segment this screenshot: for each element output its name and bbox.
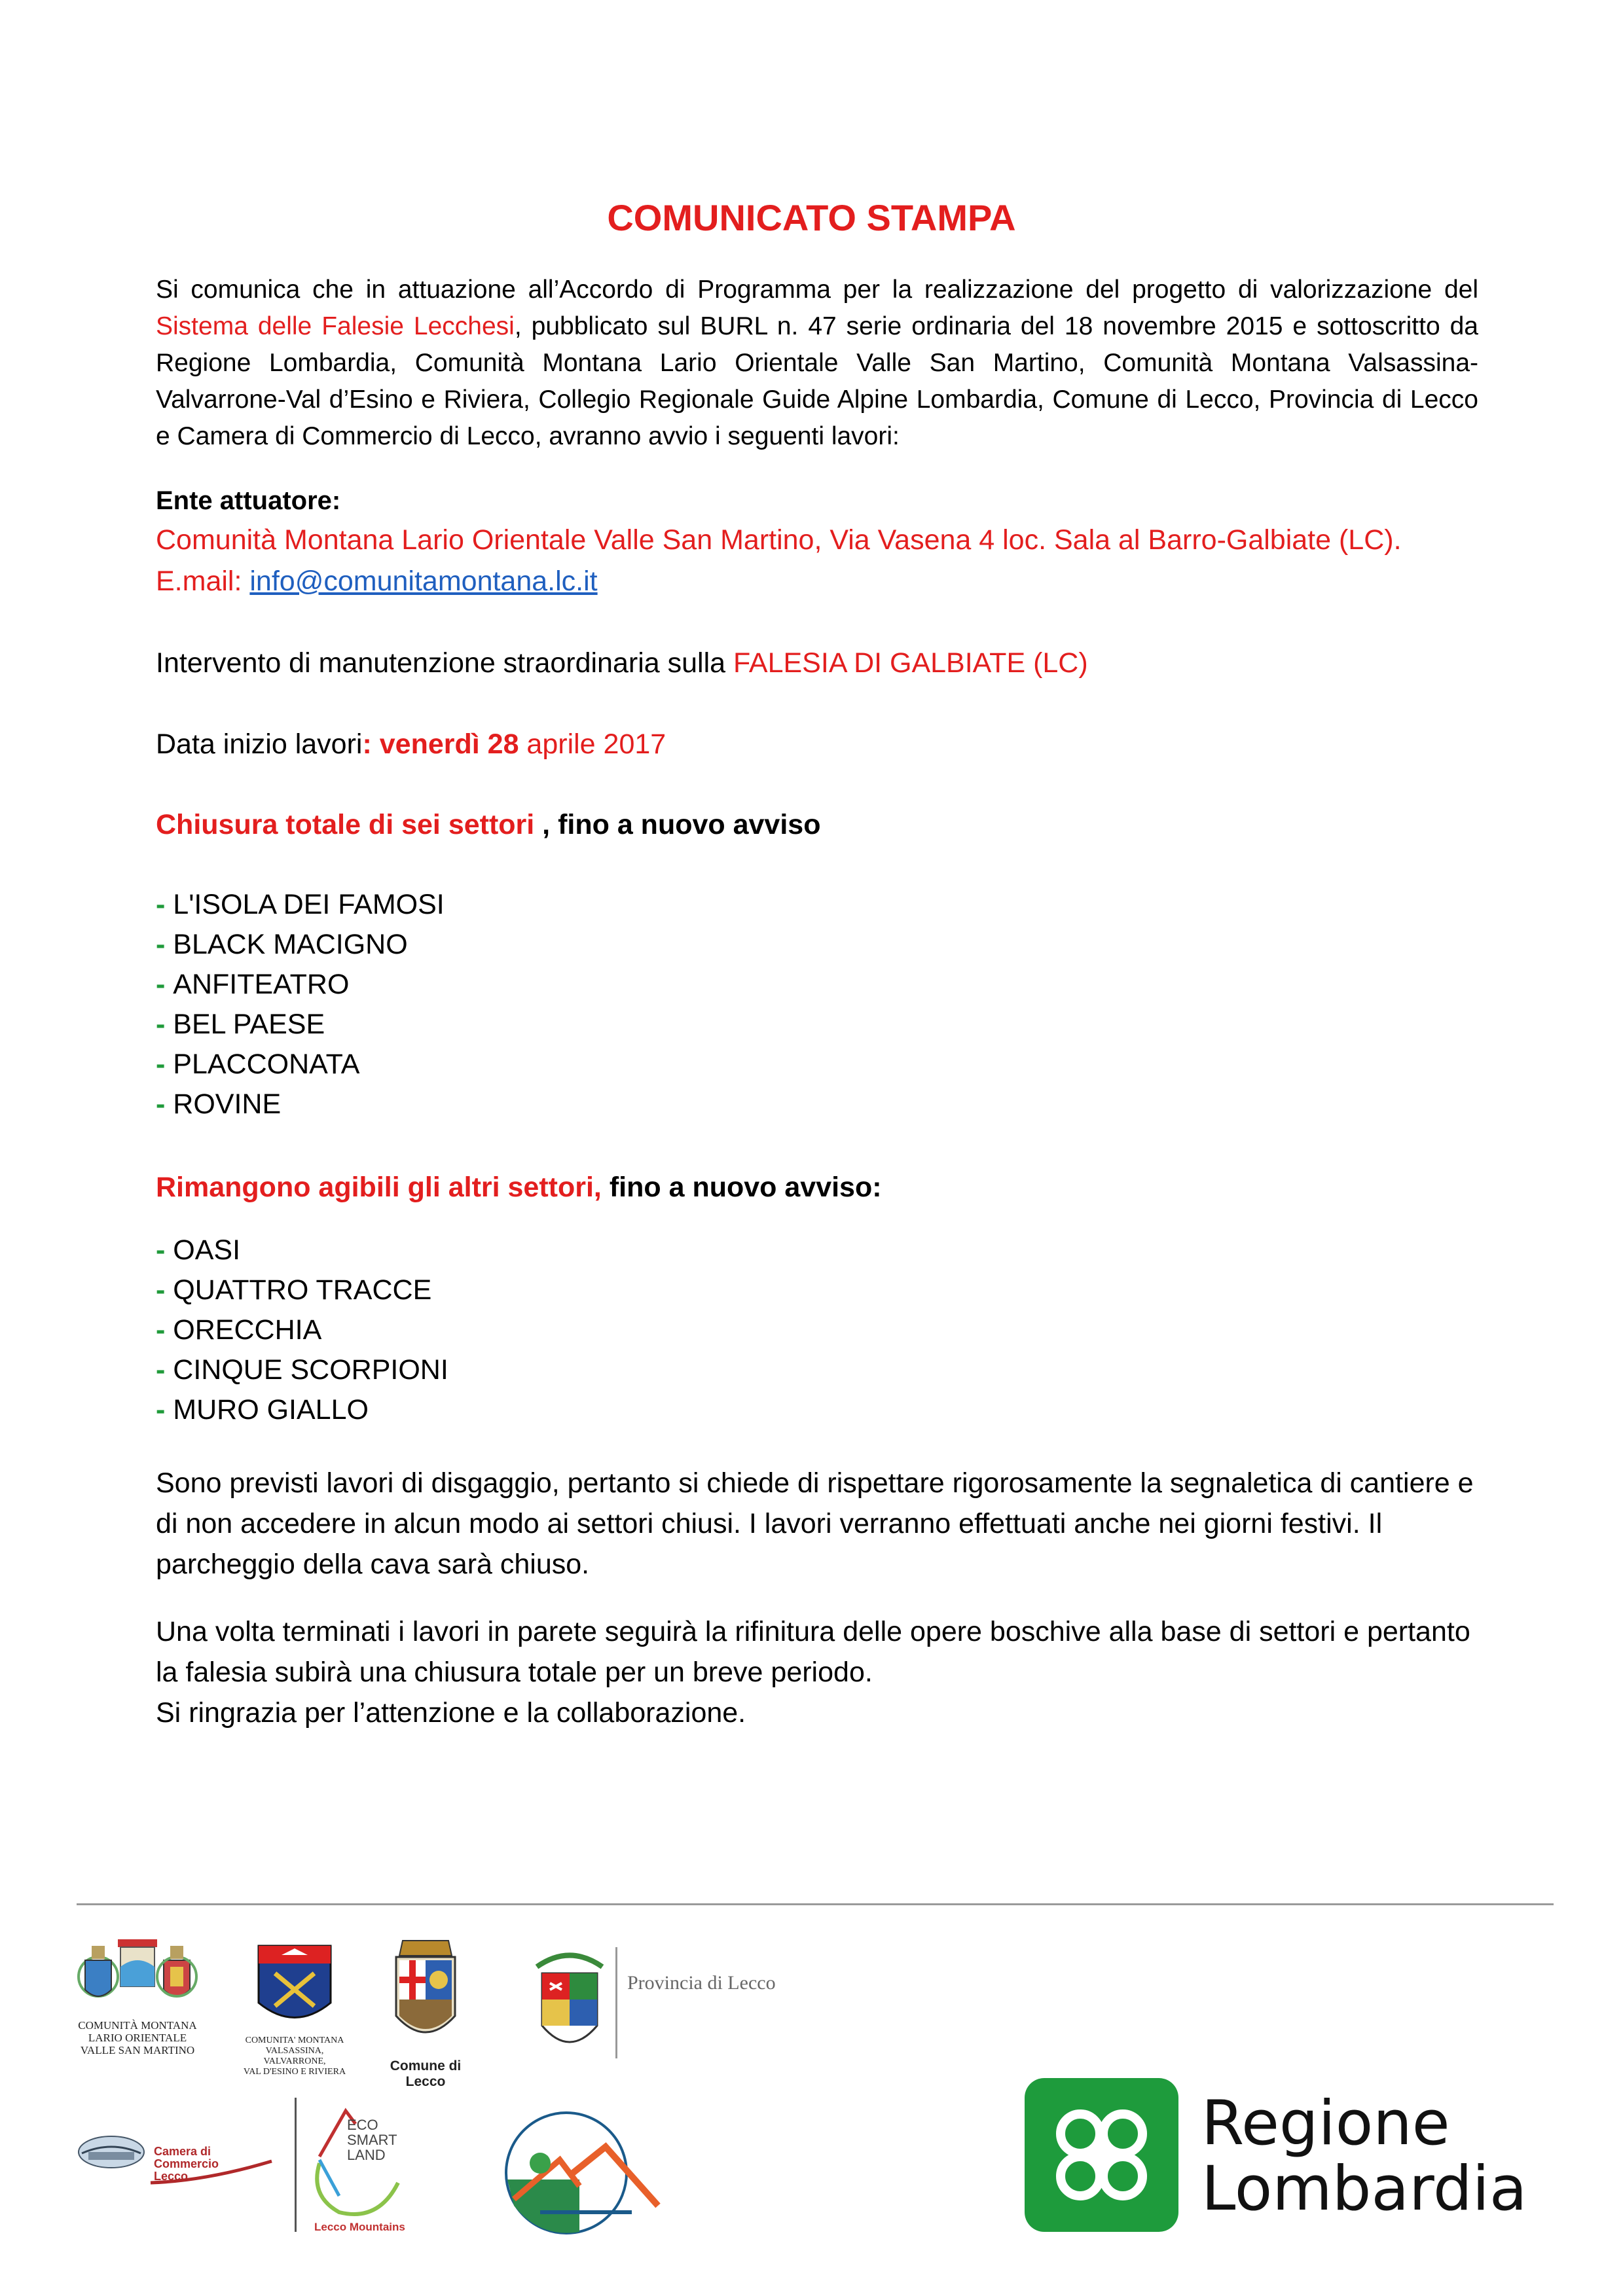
chiusura-list bbox=[156, 885, 445, 1124]
chiusura-heading-black: , fino a nuovo avviso bbox=[534, 809, 821, 840]
regione-lombardia-rose-icon bbox=[1025, 2078, 1182, 2235]
chiusura-heading-red: Chiusura totale di sei settori bbox=[156, 809, 535, 840]
list-item: - ROVINE bbox=[156, 1088, 282, 1120]
provincia-lecco-caption: Provincia di Lecco bbox=[627, 1972, 776, 1994]
data-inizio-day: venerdì 28 bbox=[379, 728, 519, 760]
logo-camera-commercio bbox=[75, 2127, 278, 2199]
cm-lario-caption: COMUNITÀ MONTANA LARIO ORIENTALE VALLE SAN MARTINO bbox=[78, 2019, 197, 2056]
list-item: - CINQUE SCORPIONI bbox=[156, 1354, 448, 1386]
page-title: COMUNICATO STAMPA bbox=[607, 197, 1016, 238]
bullet: - bbox=[156, 1394, 173, 1426]
regione-lombardia-wordmark: Regione Lombardia bbox=[1201, 2088, 1527, 2225]
logo-collegio-guide bbox=[501, 2108, 665, 2238]
bullet: - bbox=[156, 1274, 173, 1306]
intro-paragraph bbox=[156, 272, 1478, 455]
ente-address: Comunità Montana Lario Orientale Valle San Martino, Via Vasena 4 loc. Sala al Barro-Galbiate (LC). bbox=[156, 524, 1402, 556]
camera-commercio-caption: Camera di Commercio Lecco bbox=[154, 2145, 219, 2183]
data-inizio-line bbox=[156, 725, 666, 764]
eco-smart-land-caption: ECO SMART LAND bbox=[347, 2117, 397, 2163]
list-item: - ORECCHIA bbox=[156, 1314, 322, 1346]
footer-divider bbox=[77, 1903, 1554, 1905]
list-item: - MURO GIALLO bbox=[156, 1394, 369, 1426]
email-link[interactable]: info@comunitamontana.lc.it bbox=[249, 565, 598, 597]
list-item: - L'ISOLA DEI FAMOSI bbox=[156, 889, 445, 920]
bullet: - bbox=[156, 969, 173, 1000]
comune-lecco-crest-icon bbox=[376, 1937, 475, 2055]
logo-cm-lario bbox=[72, 1928, 203, 2075]
list-item: - BEL PAESE bbox=[156, 1009, 325, 1040]
logo-provincia-lecco bbox=[530, 1947, 805, 2065]
ente-label: Ente attuatore: bbox=[156, 486, 341, 515]
paragraph-disgaggio: Sono previsti lavori di disgaggio, pertanto si chiede di rispettare rigorosamente la segnaletica di cantiere e di non accedere in alcun modo ai settori chiusi. I lavori verranno effettuati anche nei giorni festivi. Il parcheggio della cava sarà chiuso. bbox=[156, 1467, 1474, 1580]
cm-valsassina-caption: COMUNITA' MONTANA VALSASSINA, VALVARRONE, VAL D'ESINO E RIVIERA bbox=[243, 2036, 346, 2077]
list-item: - QUATTRO TRACCE bbox=[156, 1274, 432, 1306]
logo-comune-lecco bbox=[376, 1937, 475, 2089]
logo-regione-lombardia bbox=[1025, 2078, 1561, 2235]
data-inizio-month: aprile 2017 bbox=[519, 728, 666, 760]
lecco-mountains-caption: Lecco Mountains bbox=[314, 2221, 405, 2233]
list-item: - BLACK MACIGNO bbox=[156, 929, 408, 960]
bullet: - bbox=[156, 1314, 173, 1346]
logo-eco-smart-land bbox=[295, 2098, 439, 2235]
intro-text-1: Si comunica che in attuazione all’Accordo di Programma per la realizzazione del progetto di valorizzazione del bbox=[156, 276, 1478, 304]
ente-email-line bbox=[156, 562, 598, 601]
agibili-list bbox=[156, 1230, 448, 1430]
chiusura-heading bbox=[156, 805, 820, 844]
list-item: - OASI bbox=[156, 1234, 241, 1266]
email-label: E.mail: bbox=[156, 565, 250, 597]
paragraph-ringraziamento: Si ringrazia per l’attenzione e la collaborazione. bbox=[156, 1697, 746, 1729]
list-item: - PLACCONATA bbox=[156, 1049, 360, 1080]
agibili-heading-black: fino a nuovo avviso: bbox=[601, 1172, 882, 1203]
cm-lario-crests-icon bbox=[72, 1928, 203, 2016]
data-inizio-colon: : bbox=[362, 728, 380, 760]
comune-lecco-caption: Comune di Lecco bbox=[390, 2058, 462, 2089]
bullet: - bbox=[156, 1049, 173, 1080]
data-inizio-label: Data inizio lavori bbox=[156, 728, 363, 760]
bullet: - bbox=[156, 1234, 173, 1266]
intervento-line bbox=[156, 643, 1088, 683]
provincia-divider bbox=[615, 1947, 617, 2058]
bullet: - bbox=[156, 889, 173, 920]
intro-text-2: , pubblicato sul BURL n. 47 serie ordinaria del 18 novembre 2015 e sottoscritto da Regione Lombardia, Comunità Montana Lario Orientale Valle San Martino, Comunità Montana Valsassina-Valvarrone-Val d’Esino e Riviera, Collegio Regionale Guide Alpine Lombardia, Comune di Lecco, Provincia di Lecco e Camera di Commercio di Lecco, avranno avvio i seguenti lavori: bbox=[156, 312, 1478, 450]
bullet: - bbox=[156, 929, 173, 960]
intro-highlight: Sistema delle Falesie Lecchesi bbox=[156, 312, 515, 340]
logo-cm-valsassina bbox=[236, 1941, 354, 2078]
intervento-place: FALESIA DI GALBIATE (LC) bbox=[733, 647, 1088, 679]
collegio-guide-emblem-icon bbox=[501, 2108, 665, 2238]
bullet: - bbox=[156, 1009, 173, 1040]
agibili-heading-red: Rimangono agibili gli altri settori, bbox=[156, 1172, 602, 1203]
list-item: - ANFITEATRO bbox=[156, 969, 350, 1000]
bullet: - bbox=[156, 1088, 173, 1120]
provincia-lecco-crest-icon bbox=[530, 1947, 609, 2062]
intervento-text: Intervento di manutenzione straordinaria sulla bbox=[156, 647, 734, 679]
eco-divider bbox=[295, 2098, 297, 2232]
paragraph-rifinitura: Una volta terminati i lavori in parete seguirà la rifinitura delle opere boschive alla base di settori e pertanto la falesia subirà una chiusura totale per un breve periodo. bbox=[156, 1616, 1470, 1688]
cm-valsassina-shield-icon bbox=[236, 1941, 354, 2032]
agibili-heading bbox=[156, 1168, 882, 1207]
bullet: - bbox=[156, 1354, 173, 1386]
